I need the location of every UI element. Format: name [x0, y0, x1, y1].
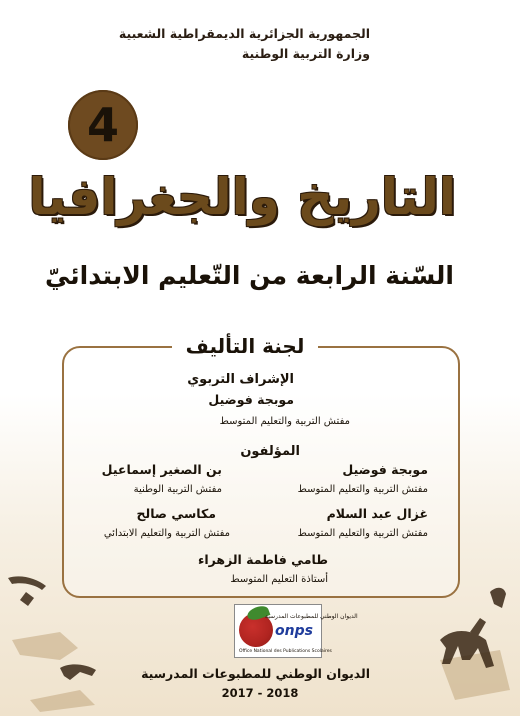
author-role: مفتش التربية والتعليم المتوسط [297, 528, 428, 539]
author-name: طامي فاطمة الزهراء [197, 552, 328, 567]
logo-french-text: Office National des Publications Scolaires [239, 649, 332, 654]
grade-badge [68, 90, 138, 160]
authors-heading: المؤلفون [240, 444, 300, 459]
publisher-logo [234, 604, 358, 658]
author-name: مكاسي صالح [136, 506, 216, 521]
committee-title: لجنة التأليف [172, 331, 318, 361]
header-block [118, 24, 370, 64]
author-role: مفتش التربية والتعليم المتوسط [297, 484, 428, 495]
author-role: أستاذة التعليم المتوسط [230, 574, 328, 585]
supervisor-name: موبجة فوضيل [208, 392, 294, 407]
supervision-heading: الإشراف التربوي [187, 372, 294, 387]
author-name: موبجة فوضيل [342, 462, 428, 477]
republic-name: الجمهورية الجزائرية الديمقراطية الشعبية [118, 26, 370, 41]
ministry-name: وزارة التربية الوطنية [241, 46, 370, 61]
author-name: غزال عبد السلام [326, 506, 428, 521]
author-role: مفتش التربية الوطنية [133, 484, 222, 495]
book-title: التاريخ والجغرافيا [28, 168, 456, 226]
school-year: 2017 - 2018 [221, 686, 299, 700]
book-subtitle: السّنة الرابعة من التّعليم الابتدائيّ [44, 261, 454, 290]
supervisor-role: مفتش التربية والتعليم المتوسط [219, 416, 350, 427]
logo-mark: onps [275, 623, 313, 639]
logo-arabic-text: الديوان الوطني للمطبوعات المدرسية [265, 613, 358, 620]
publisher-name: الديوان الوطني للمطبوعات المدرسية [141, 666, 370, 681]
author-name: بن الصغير إسماعيل [101, 462, 222, 477]
author-role: مفتش التربية والتعليم الابتدائي [103, 528, 230, 539]
grade-number: 4 [86, 98, 119, 152]
